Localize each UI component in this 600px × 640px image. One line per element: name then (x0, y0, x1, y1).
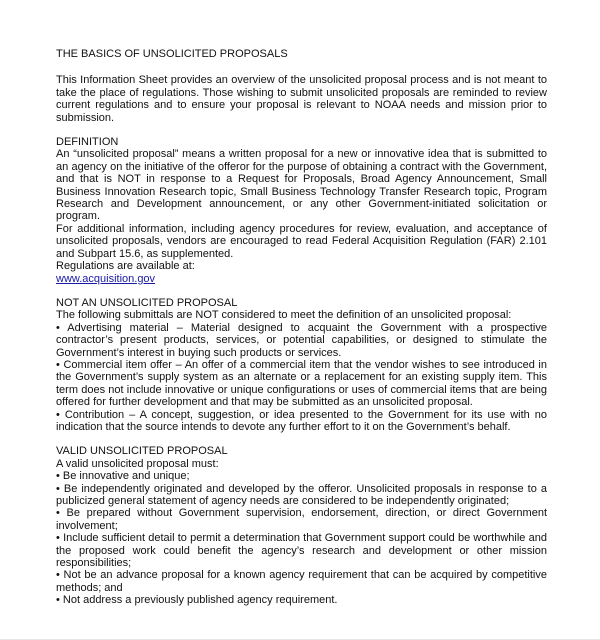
list-item: • Not be an advance proposal for a known agency requirement that can be acquired by competitive methods; and (56, 569, 547, 594)
list-item: • Contribution – A concept, suggestion, or idea presented to the Government for its use with no indication that the source intends to devote any further effort to it on the Government’s behalf. (56, 408, 547, 433)
intro-paragraph: This Information Sheet provides an overview of the unsolicited proposal process and is not meant to take the place of regulations. Those wishing to submit unsolicited proposals are reminded to review current regulations and to ensure your proposal is relevant to NOAA needs and mission prior to submission. (56, 74, 547, 124)
additional-info-paragraph: For additional information, including agency procedures for review, evaluation, and acceptance of unsolicited proposals, vendors are encouraged to read Federal Acquisition Regulation (FAR) 2.101 and Subpart 15.6, as supplemented. (56, 222, 547, 260)
regulations-label: Regulations are available at: (56, 260, 195, 273)
valid-unsolicited-section (56, 445, 547, 606)
definition-paragraph: An “unsolicited proposal” means a written proposal for a new or innovative idea that is submitted to an agency on the initiative of the offeror for the purpose of obtaining a contract with the Government, and that is NOT in response to a Request for Proposals, Broad Agency Announcement, Small Business Innovation Research topic, Small Business Technology Transfer Research topic, Program Research and Development announcement, or any other Government-initiated solicitation or program. (56, 148, 547, 223)
definition-heading: DEFINITION (56, 136, 119, 149)
list-item: • Be independently originated and developed by the offeror. Unsolicited proposals in response to a publicized general statement of agency needs are considered to be independently originated; (56, 482, 547, 507)
list-item: • Commercial item offer – An offer of a commercial item that the vendor wishes to see introduced in the Government’s supply system as an alternate or a replacement for an existing supply item. This term does not include innovative or unique configurations or uses of commercial items that are being offered for further development and that may be submitted as an unsolicited proposal. (56, 358, 547, 409)
valid-unsolicited-heading: VALID UNSOLICITED PROPOSAL (56, 445, 228, 458)
valid-unsolicited-lead: A valid unsolicited proposal must: (56, 457, 219, 470)
not-unsolicited-heading: NOT AN UNSOLICITED PROPOSAL (56, 296, 238, 309)
list-item: • Be innovative and unique; (56, 470, 190, 483)
acquisition-gov-link[interactable]: www.acquisition.gov (56, 272, 156, 285)
list-item: • Be prepared without Government supervision, endorsement, direction, or direct Government involvement; (56, 507, 547, 532)
list-item: • Include sufficient detail to permit a determination that Government support could be worthwhile and the proposed work could benefit the agency’s research and development or other mission responsibilities; (56, 532, 547, 570)
document-title: THE BASICS OF UNSOLICITED PROPOSALS (56, 48, 288, 60)
not-unsolicited-lead: The following submittals are NOT considered to meet the definition of an unsolicited proposal: (56, 309, 512, 322)
list-item: • Not address a previously published agency requirement. (56, 594, 338, 607)
list-item: • Advertising material – Material designed to acquaint the Government with a prospective contractor’s present products, services, or potential capabilities, or designed to stimulate the Government’s interest in buying such products or services. (56, 321, 547, 359)
definition-section (56, 136, 547, 285)
not-unsolicited-section (56, 297, 547, 433)
document-page (56, 48, 547, 607)
